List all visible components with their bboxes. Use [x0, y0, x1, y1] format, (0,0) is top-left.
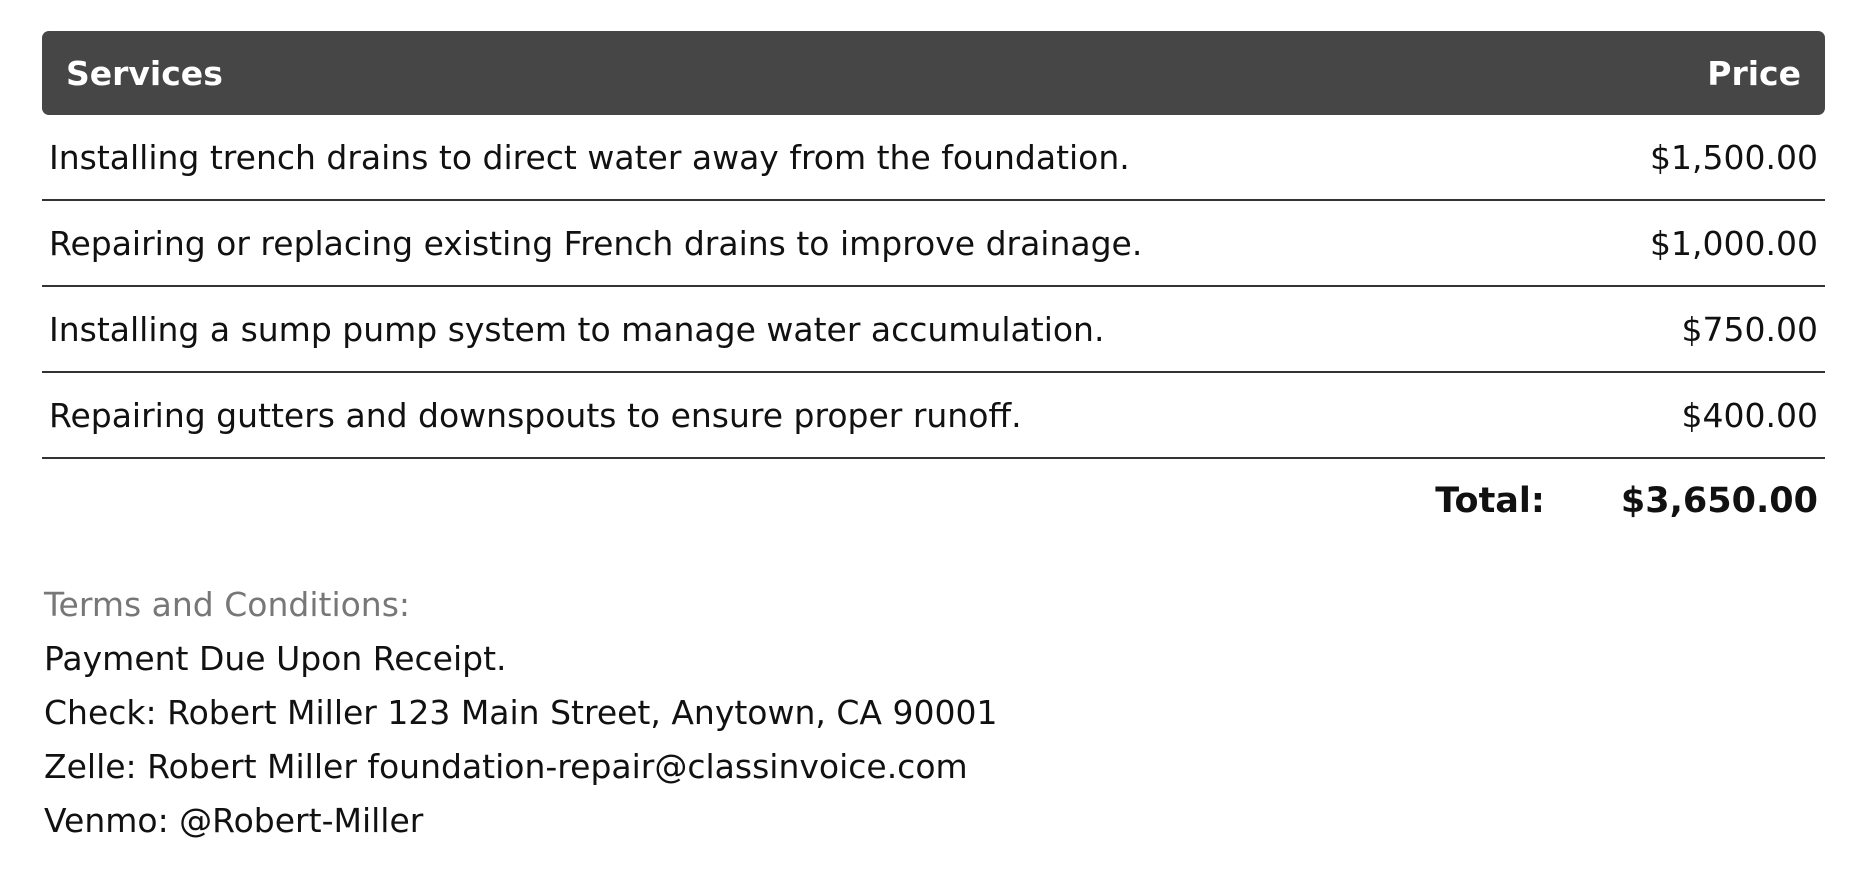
table-row	[42, 373, 1825, 459]
terms-line-payment: Payment Due Upon Receipt.	[44, 639, 507, 678]
service-description: Installing trench drains to direct water away from the foundation.	[49, 137, 1130, 177]
table-row	[42, 201, 1825, 287]
table-header	[42, 31, 1825, 115]
total-value: $3,650.00	[1620, 481, 1818, 521]
table-row	[42, 115, 1825, 201]
service-price: $1,000.00	[1650, 223, 1818, 263]
table-row	[42, 287, 1825, 373]
terms-line-zelle: Zelle: Robert Miller foundation-repair@classinvoice.com	[44, 747, 968, 786]
terms-section	[44, 578, 997, 848]
service-price: $400.00	[1681, 395, 1818, 435]
terms-line-check: Check: Robert Miller 123 Main Street, Anytown, CA 90001	[44, 693, 998, 732]
terms-line-venmo: Venmo: @Robert-Miller	[44, 801, 424, 840]
price-column-header: Price	[1707, 53, 1801, 93]
service-description: Repairing gutters and downspouts to ensure proper runoff.	[49, 395, 1022, 435]
service-description: Installing a sump pump system to manage water accumulation.	[49, 309, 1105, 349]
terms-title: Terms and Conditions:	[44, 585, 411, 624]
services-column-header: Services	[66, 53, 223, 93]
total-row	[42, 459, 1825, 543]
service-price: $1,500.00	[1650, 137, 1818, 177]
service-description: Repairing or replacing existing French drains to improve drainage.	[49, 223, 1143, 263]
total-label: Total:	[1435, 481, 1545, 521]
services-table	[42, 31, 1825, 543]
service-price: $750.00	[1681, 309, 1818, 349]
